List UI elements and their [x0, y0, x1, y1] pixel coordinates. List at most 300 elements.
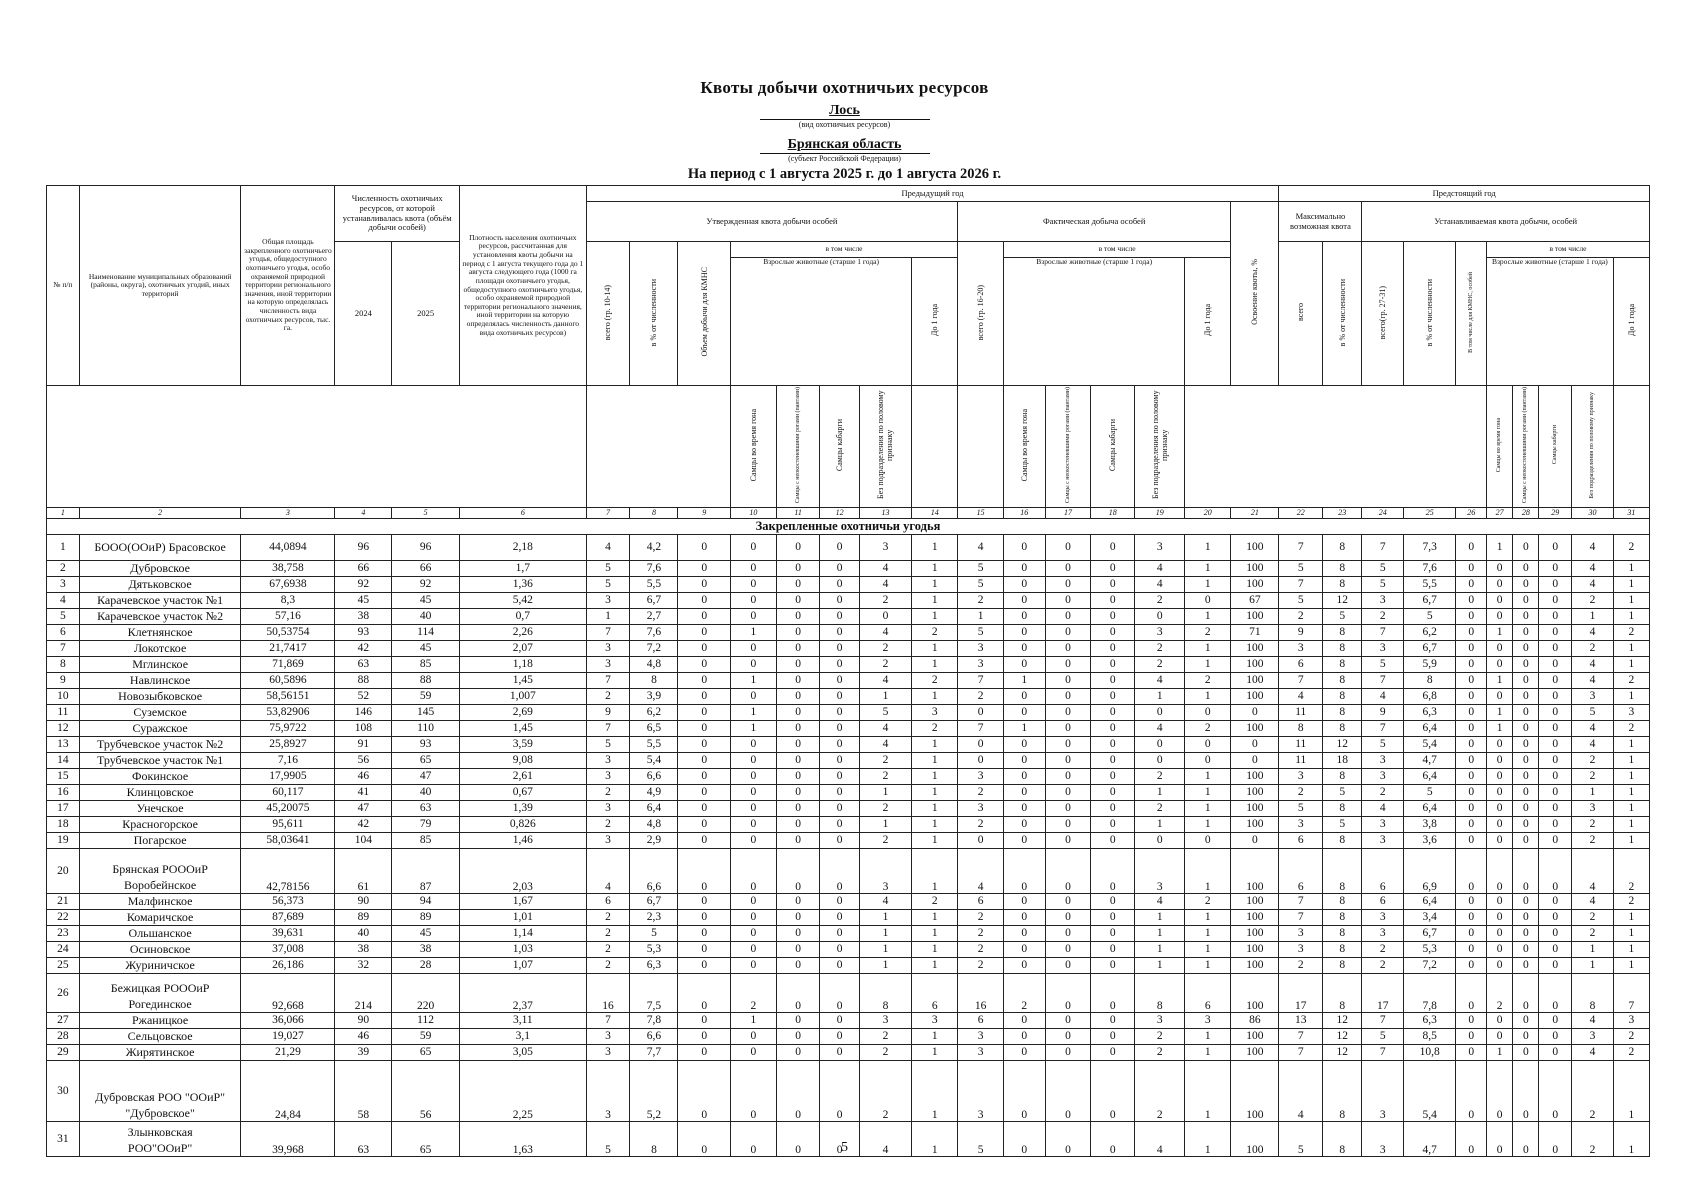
cell-col-5: 59 [392, 688, 460, 704]
cell-col-4: 61 [335, 848, 392, 893]
cell-col-9: 0 [678, 1121, 730, 1156]
cell-col-27: 0 [1486, 752, 1512, 768]
col7-header: всего (гр. 10-14) [586, 242, 630, 386]
cell-col-28: 0 [1513, 973, 1539, 1012]
cell-col-26: 0 [1456, 640, 1487, 656]
cell-col-17: 0 [1045, 925, 1091, 941]
cell-col-24: 7 [1362, 534, 1404, 560]
cell-col-19: 2 [1135, 1060, 1185, 1121]
cell-col-31: 2 [1613, 624, 1649, 640]
organization-name: Дубровская РОО "ООиР" [95, 1090, 226, 1105]
row-number: 14 [47, 752, 80, 768]
column-number: 11 [776, 507, 820, 518]
cell-col-5: 45 [392, 925, 460, 941]
cell-col-23: 8 [1323, 957, 1362, 973]
territory-label: Навлинское [129, 672, 191, 687]
cell-col-30: 2 [1572, 768, 1614, 784]
cell-col-24: 5 [1362, 656, 1404, 672]
cell-col-9: 0 [678, 893, 730, 909]
cell-col-13: 2 [859, 1060, 911, 1121]
cell-col-22: 3 [1279, 640, 1323, 656]
cell-col-12: 0 [820, 752, 859, 768]
cell-col-29: 0 [1539, 848, 1572, 893]
cell-col-15: 5 [958, 576, 1004, 592]
cell-col-25: 7,2 [1403, 957, 1455, 973]
col10-header: Самцы во время гона [730, 386, 776, 508]
cell-col-24: 3 [1362, 768, 1404, 784]
territory-name [79, 576, 241, 592]
cell-col-11: 0 [776, 608, 820, 624]
cell-col-5: 65 [392, 752, 460, 768]
cell-col-20: 2 [1185, 720, 1231, 736]
cell-col-29: 0 [1539, 768, 1572, 784]
cell-col-12: 0 [820, 640, 859, 656]
cell-col-20: 2 [1185, 672, 1231, 688]
cell-col-8: 2,9 [630, 832, 678, 848]
cell-col-16: 0 [1004, 784, 1046, 800]
column-number: 7 [586, 507, 630, 518]
cell-col-19: 0 [1135, 736, 1185, 752]
cell-col-13: 0 [859, 608, 911, 624]
cell-col-14: 1 [912, 1121, 958, 1156]
cell-col-10: 1 [730, 704, 776, 720]
cell-col-8: 6,5 [630, 720, 678, 736]
cell-col-25: 7,6 [1403, 560, 1455, 576]
territory-label: Ольшанское [128, 925, 192, 940]
cell-col-15: 5 [958, 560, 1004, 576]
incl-header-1: в том числе [730, 242, 957, 258]
cell-col-6: 2,26 [459, 624, 586, 640]
cell-col-21: 100 [1231, 688, 1279, 704]
cell-col-25: 6,4 [1403, 768, 1455, 784]
cell-col-27: 2 [1486, 973, 1512, 1012]
cell-col-24: 6 [1362, 848, 1404, 893]
column-number: 3 [241, 507, 335, 518]
cell-col-11: 0 [776, 973, 820, 1012]
cell-col-9: 0 [678, 832, 730, 848]
cell-col-7: 3 [586, 640, 630, 656]
cell-col-21: 100 [1231, 941, 1279, 957]
cell-col-13: 2 [859, 1044, 911, 1060]
cell-col-4: 108 [335, 720, 392, 736]
cell-col-6: 1,01 [459, 909, 586, 925]
cell-col-8: 5,2 [630, 1060, 678, 1121]
territory-name [79, 1060, 241, 1121]
cell-col-29: 0 [1539, 608, 1572, 624]
cell-col-26: 0 [1456, 768, 1487, 784]
cell-col-8: 2,7 [630, 608, 678, 624]
cell-col-8: 8 [630, 1121, 678, 1156]
cell-col-6: 1,18 [459, 656, 586, 672]
cell-col-25: 6,8 [1403, 688, 1455, 704]
cell-col-15: 0 [958, 704, 1004, 720]
cell-col-24: 2 [1362, 957, 1404, 973]
cell-col-19: 0 [1135, 704, 1185, 720]
cell-col-4: 93 [335, 624, 392, 640]
cell-col-16: 0 [1004, 1012, 1046, 1028]
cell-col-20: 0 [1185, 592, 1231, 608]
row-number: 9 [47, 672, 80, 688]
cell-col-30: 3 [1572, 1028, 1614, 1044]
cell-col-7: 5 [586, 576, 630, 592]
cell-col-18: 0 [1091, 816, 1135, 832]
cell-col-25: 3,4 [1403, 909, 1455, 925]
cell-col-3: 60,117 [241, 784, 335, 800]
cell-col-19: 4 [1135, 672, 1185, 688]
cell-col-7: 3 [586, 768, 630, 784]
cell-col-17: 0 [1045, 592, 1091, 608]
cell-col-21: 100 [1231, 816, 1279, 832]
cell-col-15: 0 [958, 752, 1004, 768]
cell-col-4: 42 [335, 640, 392, 656]
cell-col-7: 2 [586, 957, 630, 973]
territory-name [79, 800, 241, 816]
cell-col-6: 2,03 [459, 848, 586, 893]
cell-col-25: 6,7 [1403, 592, 1455, 608]
species-name: Лось [760, 103, 930, 120]
cell-col-24: 6 [1362, 893, 1404, 909]
cell-col-11: 0 [776, 1060, 820, 1121]
cell-col-23: 5 [1323, 816, 1362, 832]
col19-header: Без подразделения по половому признаку [1135, 386, 1185, 508]
cell-col-24: 3 [1362, 816, 1404, 832]
cell-col-7: 9 [586, 704, 630, 720]
adults-header-2: Взрослые животные (старше 1 года) [1004, 258, 1185, 386]
cell-col-20: 2 [1185, 893, 1231, 909]
cell-col-18: 0 [1091, 941, 1135, 957]
cell-col-30: 4 [1572, 534, 1614, 560]
cell-col-11: 0 [776, 592, 820, 608]
cell-col-24: 2 [1362, 941, 1404, 957]
cell-col-13: 4 [859, 736, 911, 752]
territory-name [79, 752, 241, 768]
row-number: 12 [47, 720, 80, 736]
row-number: 11 [47, 704, 80, 720]
quota-table [46, 185, 1650, 1157]
cell-col-15: 7 [958, 720, 1004, 736]
cell-col-5: 40 [392, 608, 460, 624]
cell-col-4: 56 [335, 752, 392, 768]
cell-col-16: 0 [1004, 688, 1046, 704]
territory-name [79, 704, 241, 720]
cell-col-14: 1 [912, 800, 958, 816]
cell-col-16: 0 [1004, 560, 1046, 576]
cell-col-26: 0 [1456, 752, 1487, 768]
cell-col-15: 3 [958, 768, 1004, 784]
cell-col-12: 0 [820, 832, 859, 848]
cell-col-23: 8 [1323, 1121, 1362, 1156]
cell-col-4: 58 [335, 1060, 392, 1121]
cell-col-23: 5 [1323, 608, 1362, 624]
territory-name [79, 848, 241, 893]
cell-col-26: 0 [1456, 832, 1487, 848]
cell-col-31: 2 [1613, 534, 1649, 560]
cell-col-14: 1 [912, 1044, 958, 1060]
col30-header: Без подразделения по половому признаку [1572, 386, 1614, 508]
cell-col-22: 3 [1279, 941, 1323, 957]
cell-col-16: 0 [1004, 592, 1046, 608]
cell-col-29: 0 [1539, 752, 1572, 768]
cell-col-23: 8 [1323, 941, 1362, 957]
cell-col-14: 1 [912, 784, 958, 800]
col29-header: Самцы кабарги [1539, 386, 1572, 508]
cell-col-25: 5,3 [1403, 941, 1455, 957]
cell-col-10: 1 [730, 672, 776, 688]
cell-col-21: 0 [1231, 704, 1279, 720]
cell-col-6: 3,11 [459, 1012, 586, 1028]
cell-col-11: 0 [776, 784, 820, 800]
cell-col-23: 8 [1323, 656, 1362, 672]
cell-col-21: 67 [1231, 592, 1279, 608]
territory-label: Журиничское [125, 957, 195, 972]
cell-col-30: 4 [1572, 1044, 1614, 1060]
column-number: 26 [1456, 507, 1487, 518]
cell-col-5: 96 [392, 534, 460, 560]
cell-col-17: 0 [1045, 893, 1091, 909]
column-number: 4 [335, 507, 392, 518]
cell-col-12: 0 [820, 736, 859, 752]
cell-col-31: 1 [1613, 909, 1649, 925]
cell-col-13: 1 [859, 909, 911, 925]
cell-col-7: 7 [586, 1012, 630, 1028]
cell-col-17: 0 [1045, 1012, 1091, 1028]
row-number: 10 [47, 688, 80, 704]
cell-col-14: 1 [912, 736, 958, 752]
cell-col-21: 100 [1231, 893, 1279, 909]
cell-col-16: 0 [1004, 736, 1046, 752]
cell-col-5: 94 [392, 893, 460, 909]
cell-col-9: 0 [678, 672, 730, 688]
territory-label: Осиновское [129, 941, 191, 956]
cell-col-7: 7 [586, 672, 630, 688]
table-row [47, 800, 1650, 816]
territory-name [79, 608, 241, 624]
row-number: 21 [47, 893, 80, 909]
table-row [47, 832, 1650, 848]
cell-col-14: 1 [912, 608, 958, 624]
cell-col-4: 46 [335, 768, 392, 784]
cell-col-3: 44,0894 [241, 534, 335, 560]
cell-col-19: 2 [1135, 656, 1185, 672]
table-row [47, 608, 1650, 624]
cell-col-20: 1 [1185, 1121, 1231, 1156]
cell-col-4: 52 [335, 688, 392, 704]
cell-col-31: 2 [1613, 848, 1649, 893]
cell-col-20: 6 [1185, 973, 1231, 1012]
cell-col-24: 7 [1362, 624, 1404, 640]
cell-col-13: 4 [859, 560, 911, 576]
cell-col-18: 0 [1091, 608, 1135, 624]
cell-col-11: 0 [776, 816, 820, 832]
territory-name [79, 672, 241, 688]
territory-name [79, 832, 241, 848]
cell-col-30: 4 [1572, 560, 1614, 576]
table-row [47, 576, 1650, 592]
cell-col-26: 0 [1456, 925, 1487, 941]
cell-col-28: 0 [1513, 752, 1539, 768]
cell-col-16: 0 [1004, 893, 1046, 909]
cell-col-3: 39,631 [241, 925, 335, 941]
cell-col-18: 0 [1091, 688, 1135, 704]
cell-col-6: 1,39 [459, 800, 586, 816]
cell-col-24: 2 [1362, 784, 1404, 800]
cell-col-21: 0 [1231, 832, 1279, 848]
cell-col-14: 1 [912, 560, 958, 576]
cell-col-14: 1 [912, 957, 958, 973]
cell-col-20: 1 [1185, 1060, 1231, 1121]
cell-col-23: 8 [1323, 925, 1362, 941]
cell-col-31: 3 [1613, 1012, 1649, 1028]
cell-col-10: 0 [730, 592, 776, 608]
cell-col-17: 0 [1045, 688, 1091, 704]
cell-col-8: 5,3 [630, 941, 678, 957]
cell-col-27: 0 [1486, 640, 1512, 656]
cell-col-23: 8 [1323, 576, 1362, 592]
cell-col-23: 8 [1323, 832, 1362, 848]
cell-col-24: 3 [1362, 925, 1404, 941]
cell-col-12: 0 [820, 1028, 859, 1044]
cell-col-24: 5 [1362, 576, 1404, 592]
cell-col-29: 0 [1539, 576, 1572, 592]
cell-col-13: 4 [859, 576, 911, 592]
incl-header-3: в том числе [1486, 242, 1649, 258]
cell-col-28: 0 [1513, 608, 1539, 624]
cell-col-26: 0 [1456, 592, 1487, 608]
cell-col-19: 2 [1135, 1028, 1185, 1044]
cell-col-27: 0 [1486, 1028, 1512, 1044]
cell-col-30: 2 [1572, 640, 1614, 656]
cell-col-22: 4 [1279, 1060, 1323, 1121]
cell-col-17: 0 [1045, 784, 1091, 800]
cell-col-26: 0 [1456, 816, 1487, 832]
cell-col-28: 0 [1513, 800, 1539, 816]
cell-col-7: 2 [586, 909, 630, 925]
col9-header: Объем добычи для КМНС [678, 242, 730, 386]
cell-col-24: 2 [1362, 608, 1404, 624]
table-body [47, 507, 1650, 1156]
cell-col-30: 4 [1572, 576, 1614, 592]
cell-col-16: 0 [1004, 1121, 1046, 1156]
cell-col-13: 2 [859, 768, 911, 784]
species-caption: (вид охотничьих ресурсов) [798, 120, 891, 129]
cell-col-3: 37,008 [241, 941, 335, 957]
cell-col-12: 0 [820, 941, 859, 957]
cell-col-22: 3 [1279, 768, 1323, 784]
row-number: 26 [47, 973, 80, 1012]
cell-col-26: 0 [1456, 893, 1487, 909]
cell-col-15: 7 [958, 672, 1004, 688]
cell-col-12: 0 [820, 1044, 859, 1060]
cell-col-7: 2 [586, 925, 630, 941]
cell-col-20: 1 [1185, 848, 1231, 893]
cell-col-10: 0 [730, 752, 776, 768]
cell-col-21: 100 [1231, 957, 1279, 973]
cell-col-20: 1 [1185, 608, 1231, 624]
column-number: 10 [730, 507, 776, 518]
col22-header: всего [1279, 242, 1323, 386]
cell-col-7: 3 [586, 800, 630, 816]
col23-header: в % от численности [1323, 242, 1362, 386]
cell-col-28: 0 [1513, 704, 1539, 720]
cell-col-24: 3 [1362, 1060, 1404, 1121]
cell-col-19: 4 [1135, 893, 1185, 909]
territory-label: Трубчевское участок №1 [96, 752, 224, 767]
cell-col-30: 3 [1572, 688, 1614, 704]
cell-col-17: 0 [1045, 909, 1091, 925]
table-row [47, 1028, 1650, 1044]
cell-col-31: 1 [1613, 592, 1649, 608]
cell-col-26: 0 [1456, 1060, 1487, 1121]
cell-col-28: 0 [1513, 1044, 1539, 1060]
cell-col-10: 1 [730, 1012, 776, 1028]
cell-col-10: 0 [730, 1044, 776, 1060]
cell-col-19: 2 [1135, 768, 1185, 784]
cell-col-27: 1 [1486, 624, 1512, 640]
cell-col-26: 0 [1456, 909, 1487, 925]
cell-col-10: 0 [730, 560, 776, 576]
cell-col-14: 1 [912, 576, 958, 592]
cell-col-8: 4,2 [630, 534, 678, 560]
cell-col-15: 0 [958, 832, 1004, 848]
cell-col-8: 5,5 [630, 736, 678, 752]
cell-col-30: 2 [1572, 832, 1614, 848]
cell-col-12: 0 [820, 957, 859, 973]
cell-col-15: 2 [958, 688, 1004, 704]
row-number: 30 [47, 1060, 80, 1121]
cell-col-13: 1 [859, 816, 911, 832]
cell-col-20: 0 [1185, 704, 1231, 720]
cell-col-25: 5 [1403, 784, 1455, 800]
cell-col-20: 1 [1185, 925, 1231, 941]
cell-col-28: 0 [1513, 832, 1539, 848]
cell-col-14: 1 [912, 592, 958, 608]
vertical-subheaders [47, 386, 1650, 508]
cell-col-11: 0 [776, 957, 820, 973]
cell-col-13: 1 [859, 925, 911, 941]
cell-col-31: 1 [1613, 752, 1649, 768]
cell-col-18: 0 [1091, 656, 1135, 672]
cell-col-30: 1 [1572, 784, 1614, 800]
cell-col-16: 0 [1004, 768, 1046, 784]
cell-col-18: 0 [1091, 640, 1135, 656]
cell-col-23: 8 [1323, 848, 1362, 893]
cell-col-30: 4 [1572, 720, 1614, 736]
cell-col-29: 0 [1539, 720, 1572, 736]
cell-col-21: 0 [1231, 752, 1279, 768]
cell-col-25: 3,8 [1403, 816, 1455, 832]
cell-col-14: 6 [912, 973, 958, 1012]
cell-col-4: 41 [335, 784, 392, 800]
territory-label: Дубровское [130, 560, 190, 575]
cell-col-24: 3 [1362, 640, 1404, 656]
row-number: 18 [47, 816, 80, 832]
cell-col-10: 1 [730, 720, 776, 736]
cell-col-15: 5 [958, 624, 1004, 640]
cell-col-13: 4 [859, 893, 911, 909]
cell-col-22: 7 [1279, 1028, 1323, 1044]
column-number: 15 [958, 507, 1004, 518]
cell-col-5: 59 [392, 1028, 460, 1044]
column-number: 24 [1362, 507, 1404, 518]
cell-col-8: 6,7 [630, 592, 678, 608]
cell-col-29: 0 [1539, 1044, 1572, 1060]
cell-col-18: 0 [1091, 957, 1135, 973]
cell-col-25: 6,4 [1403, 720, 1455, 736]
territory-label: Клинцовское [126, 784, 194, 799]
cell-col-25: 6,3 [1403, 1012, 1455, 1028]
cell-col-12: 0 [820, 720, 859, 736]
cell-col-12: 0 [820, 768, 859, 784]
